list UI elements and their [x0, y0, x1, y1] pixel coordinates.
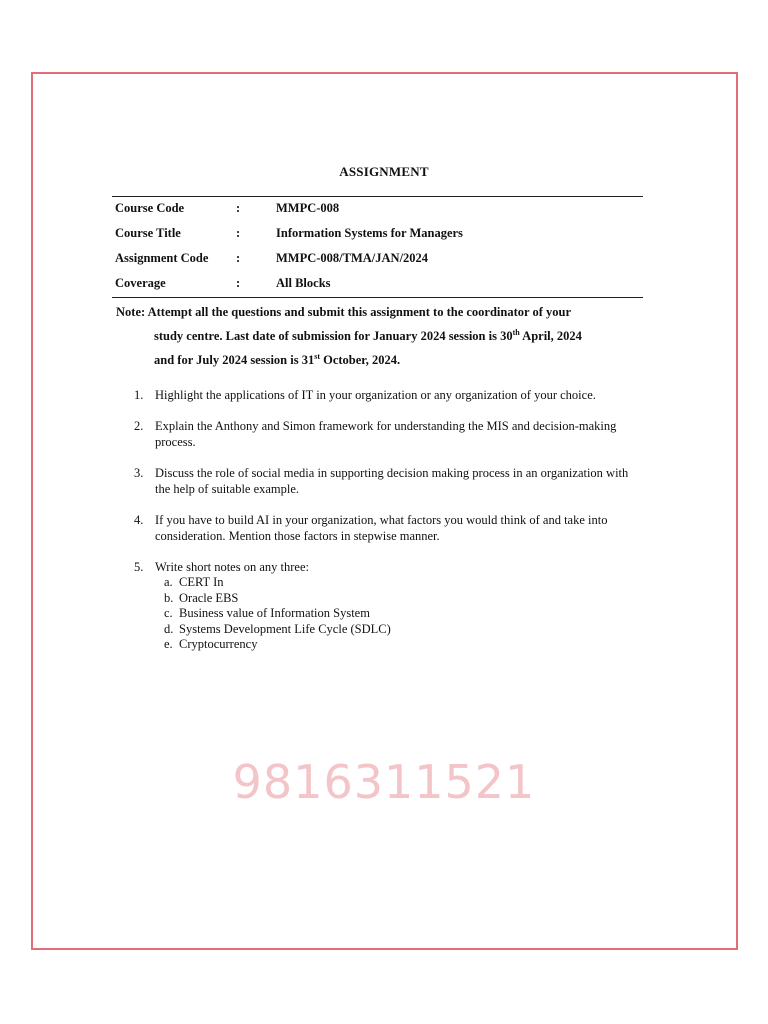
note-line-3	[116, 348, 642, 372]
short-note-item	[164, 575, 644, 591]
question-number: 1.	[134, 388, 144, 402]
short-note-letter: d.	[164, 621, 174, 636]
course-title-row	[112, 222, 643, 247]
short-note-text: CERT In	[179, 575, 224, 589]
short-note-letter: e.	[164, 637, 173, 651]
short-notes-list	[155, 575, 644, 653]
assignment-code-value: MMPC-008/TMA/JAN/2024	[276, 251, 429, 265]
coverage-value: All Blocks	[276, 276, 331, 290]
short-note-letter: c.	[164, 606, 173, 620]
coverage-label: Coverage	[115, 276, 166, 290]
assignment-code-row	[112, 247, 643, 272]
note-text-3b: October, 2024.	[320, 353, 401, 367]
short-note-text: Systems Development Life Cycle (SDLC)	[179, 621, 391, 636]
question-item	[134, 512, 644, 544]
note-label: Note:	[116, 305, 146, 319]
question-text: Write short notes on any three:	[155, 560, 309, 574]
document-title: ASSIGNMENT	[339, 164, 429, 179]
question-list	[134, 387, 644, 668]
short-note-letter: a.	[164, 575, 173, 589]
coverage-row	[112, 272, 643, 297]
coverage-colon: :	[236, 276, 241, 290]
course-code-colon: :	[236, 201, 241, 215]
note-line-1	[116, 300, 642, 324]
phone-number-watermark: 9816311521	[232, 755, 536, 809]
short-note-item	[164, 591, 644, 607]
note-line-2	[116, 324, 642, 348]
note-sup-th: th	[512, 327, 520, 337]
course-code-value: MMPC-008	[276, 201, 340, 215]
note-text-2a: study centre. Last date of submission for January 2024 session is 30	[154, 329, 513, 343]
short-note-text: Oracle EBS	[179, 590, 239, 605]
question-text: Discuss the role of social media in supporting decision making process in an organization with the help of suitable example.	[155, 466, 629, 496]
note-text-3a: and for July 2024 session is 31	[154, 353, 315, 367]
note-text-2b: April, 2024	[519, 329, 582, 343]
short-note-item	[164, 622, 644, 638]
assignment-code-label: Assignment Code	[115, 251, 209, 265]
question-text: If you have to build AI in your organization, what factors you would think of and take into consideration. Mention those factors in stepwise manner.	[155, 513, 608, 543]
note-text-1: Attempt all the questions and submit this assignment to the coordinator of your	[145, 305, 571, 319]
question-text: Highlight the applications of IT in your organization or any organization of your choice.	[155, 388, 596, 402]
assignment-code-colon: :	[236, 251, 241, 265]
question-item	[134, 387, 644, 403]
question-number: 5.	[134, 560, 144, 574]
course-title-colon: :	[236, 226, 241, 240]
short-note-item	[164, 637, 644, 653]
course-code-row	[112, 197, 643, 222]
course-title-value: Information Systems for Managers	[276, 226, 463, 240]
note-sup-st: st	[314, 351, 320, 361]
course-title-label: Course Title	[115, 226, 181, 240]
question-item	[134, 418, 644, 450]
question-number: 3.	[134, 466, 144, 480]
submission-note	[116, 300, 642, 372]
course-code-label: Course Code	[115, 201, 185, 215]
short-note-text: Business value of Information System	[179, 606, 370, 620]
question-item	[134, 559, 644, 653]
short-note-text: Cryptocurrency	[179, 637, 258, 651]
short-note-item	[164, 606, 644, 622]
course-info-table	[112, 196, 643, 298]
question-item	[134, 465, 644, 497]
short-note-letter: b.	[164, 590, 174, 605]
question-text: Explain the Anthony and Simon framework for understanding the MIS and decision-making process.	[155, 419, 617, 449]
question-number: 2.	[134, 419, 144, 433]
question-number: 4.	[134, 513, 144, 527]
